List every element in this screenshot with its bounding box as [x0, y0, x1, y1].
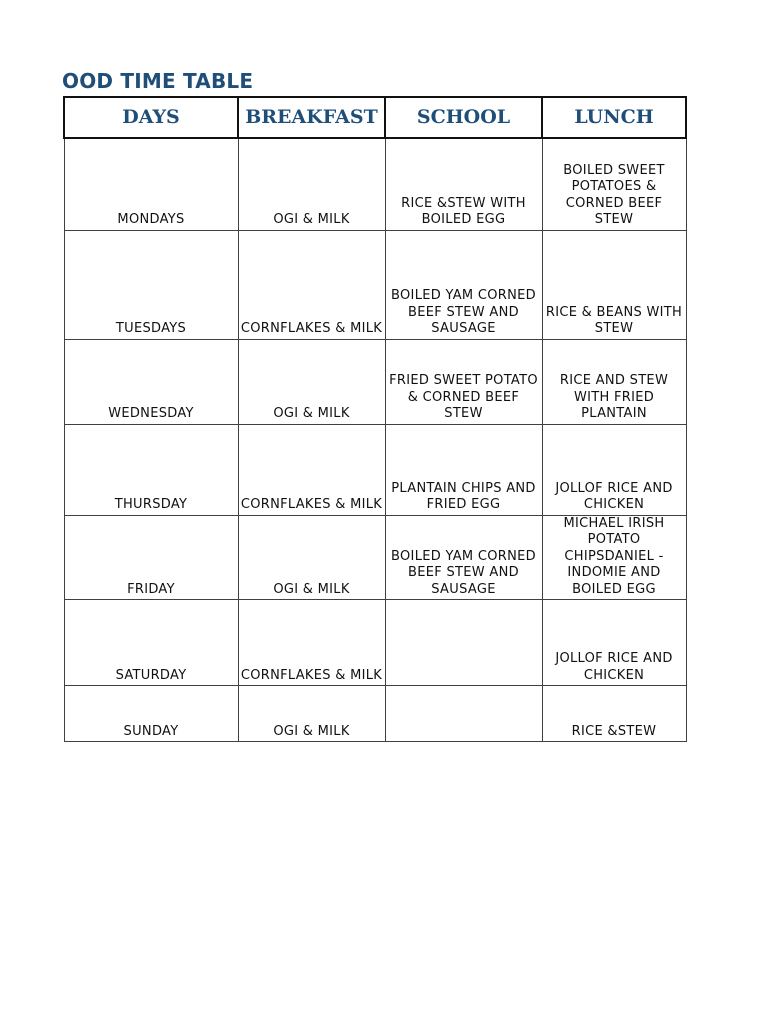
school-cell: RICE &STEW WITH BOILED EGG	[385, 138, 542, 230]
breakfast-cell: OGI & MILK	[238, 138, 385, 230]
food-timetable	[63, 96, 687, 742]
day-cell: WEDNESDAY	[64, 339, 238, 424]
lunch-cell: JOLLOF RICE AND CHICKEN	[542, 600, 686, 686]
school-cell	[385, 600, 542, 686]
header-days: DAYS	[64, 97, 238, 138]
day-cell: FRIDAY	[64, 515, 238, 600]
table-row	[64, 339, 686, 424]
lunch-cell: BOILED SWEET POTATOES & CORNED BEEF STEW	[542, 138, 686, 230]
breakfast-cell: CORNFLAKES & MILK	[238, 424, 385, 515]
school-cell: FRIED SWEET POTATO & CORNED BEEF STEW	[385, 339, 542, 424]
breakfast-cell: CORNFLAKES & MILK	[238, 600, 385, 686]
lunch-cell: RICE & BEANS WITH STEW	[542, 230, 686, 339]
day-cell: THURSDAY	[64, 424, 238, 515]
lunch-cell: JOLLOF RICE AND CHICKEN	[542, 424, 686, 515]
breakfast-cell: OGI & MILK	[238, 515, 385, 600]
table-row	[64, 230, 686, 339]
school-cell	[385, 686, 542, 742]
school-cell: BOILED YAM CORNED BEEF STEW AND SAUSAGE	[385, 230, 542, 339]
day-cell: SATURDAY	[64, 600, 238, 686]
page-title: OOD TIME TABLE	[62, 69, 254, 93]
header-lunch: LUNCH	[542, 97, 686, 138]
day-cell: TUESDAYS	[64, 230, 238, 339]
table-row	[64, 686, 686, 742]
breakfast-cell: OGI & MILK	[238, 339, 385, 424]
header-row	[64, 97, 686, 138]
table-row	[64, 138, 686, 230]
table-row	[64, 600, 686, 686]
lunch-cell: RICE &STEW	[542, 686, 686, 742]
school-cell: PLANTAIN CHIPS AND FRIED EGG	[385, 424, 542, 515]
breakfast-cell: OGI & MILK	[238, 686, 385, 742]
day-cell: MONDAYS	[64, 138, 238, 230]
lunch-cell: RICE AND STEW WITH FRIED PLANTAIN	[542, 339, 686, 424]
table-row	[64, 515, 686, 600]
day-cell: SUNDAY	[64, 686, 238, 742]
header-school: SCHOOL	[385, 97, 542, 138]
header-breakfast: BREAKFAST	[238, 97, 385, 138]
lunch-cell: MICHAEL IRISH POTATO CHIPSDANIEL -INDOMIE AND BOILED EGG	[542, 515, 686, 600]
breakfast-cell: CORNFLAKES & MILK	[238, 230, 385, 339]
school-cell: BOILED YAM CORNED BEEF STEW AND SAUSAGE	[385, 515, 542, 600]
table-row	[64, 424, 686, 515]
